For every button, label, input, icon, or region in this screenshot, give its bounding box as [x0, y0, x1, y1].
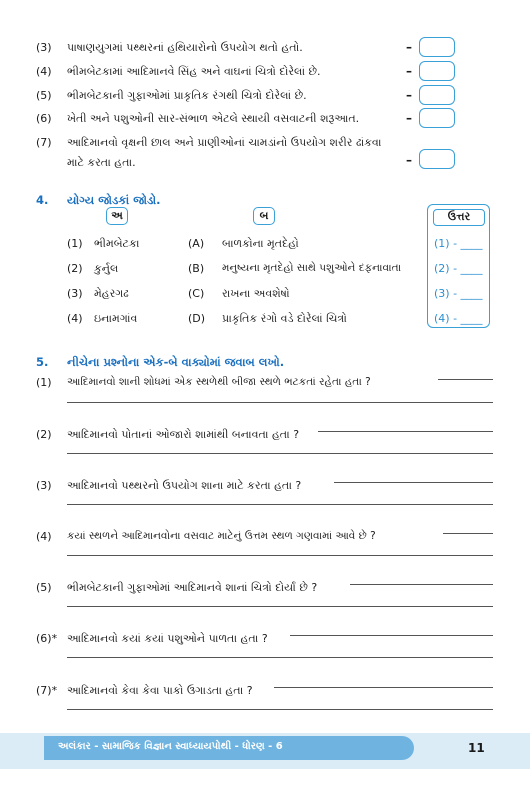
answer-box[interactable] [419, 61, 455, 81]
match-b-number: (A) [188, 237, 205, 250]
match-a-text: મેહરગઢ [94, 287, 129, 300]
answer-line[interactable] [67, 504, 493, 505]
answer-line[interactable] [67, 606, 493, 607]
question-text: આદિમાનવો પોતાનાં ઓજારો શામાંથી બનાવતા હતા ? [67, 428, 300, 441]
match-a-number: (1) [67, 237, 83, 250]
question-text: આદિમાનવો પથ્થરનો ઉપયોગ શાના માટે કરતા હતા ? [67, 479, 302, 492]
match-b-text: રાખના અવશેષો [222, 287, 290, 300]
answer-line[interactable] [438, 379, 493, 380]
match-a-number: (2) [67, 262, 83, 275]
match-b-text: બાળકોના મૃતદેહો [222, 237, 299, 250]
section-number: 4. [36, 193, 49, 207]
dash: – [406, 153, 412, 167]
dash: – [406, 88, 412, 102]
answer-line[interactable] [334, 482, 493, 483]
match-a-text: ભીમબેટકા [94, 237, 140, 250]
footer-book-title: અલંકાર - સામાજિક વિજ્ઞાન સ્વાધ્યાયપોથી - ધોરણ - 6 [58, 741, 283, 752]
column-a-header: અ [106, 207, 128, 225]
section-number: 5. [36, 355, 49, 369]
question-number: (7)* [36, 684, 58, 697]
page-number: 11 [468, 741, 485, 755]
match-a-text: ઇનામગાંવ [94, 312, 138, 325]
answer-line[interactable] [274, 687, 493, 688]
dash: – [406, 40, 412, 54]
statement-text: ભીમબેટકાની ગુફાઓમાં પ્રાકૃતિક રંગથી ચિત્રો દોરેલાં છે. [67, 89, 307, 102]
question-number: (2) [36, 428, 52, 441]
answer-line[interactable] [67, 657, 493, 658]
answer-box[interactable] [419, 37, 455, 57]
answer-line[interactable] [67, 709, 493, 710]
match-b-number: (C) [188, 287, 205, 300]
dash: – [406, 111, 412, 125]
section-title: યોગ્ય જોડકાં જોડો. [67, 193, 161, 207]
question-number: (6)* [36, 632, 58, 645]
match-answer-blank[interactable]: (1) - ____ [434, 237, 483, 250]
answer-line[interactable] [67, 402, 493, 403]
answer-box[interactable] [419, 85, 455, 105]
question-number: (3) [36, 479, 52, 492]
statement-number: (3) [36, 41, 52, 54]
answer-box[interactable] [419, 108, 455, 128]
match-a-number: (4) [67, 312, 83, 325]
question-text: કયાં સ્થળને આદિમાનવોના વસવાટ માટેનું ઉત્તમ સ્થળ ગણવામાં આવે છે ? [67, 530, 376, 542]
question-text: આદિમાનવો કયાં કયાં પશુઓને પાળતા હતા ? [67, 632, 268, 645]
answer-line[interactable] [443, 533, 493, 534]
match-a-number: (3) [67, 287, 83, 300]
statement-number: (4) [36, 65, 52, 78]
question-text: ભીમબેટકાની ગુફાઓમાં આદિમાનવે શાનાં ચિત્રો દોર્યાં છે ? [67, 581, 318, 594]
dash: – [406, 64, 412, 78]
column-b-header: બ [253, 207, 275, 225]
statement-text: આદિમાનવો વૃક્ષની છાલ અને પ્રાણીઓનાં ચામડાંનો ઉપયોગ શરીર ઢાંકવા [67, 136, 382, 149]
answer-line[interactable] [67, 555, 493, 556]
match-a-text: કુર્નુલ [94, 262, 119, 275]
question-number: (5) [36, 581, 52, 594]
match-b-text: મનુષ્યના મૃતદેહો સાથે પશુઓને દફનાવાતા [222, 262, 402, 274]
answer-line[interactable] [350, 584, 493, 585]
match-answer-blank[interactable]: (3) - ____ [434, 287, 483, 300]
match-b-number: (B) [188, 262, 205, 275]
answer-box[interactable] [419, 149, 455, 169]
question-text: આદિમાનવો કેવા કેવા પાકો ઉગાડતા હતા ? [67, 684, 253, 697]
question-text: આદિમાનવો શાની શોધમાં એક સ્થળેથી બીજા સ્થળે ભટકતાં રહેતા હતા ? [67, 376, 371, 388]
statement-number: (7) [36, 136, 52, 149]
answer-column-header: ઉત્તર [433, 209, 485, 226]
section-title: નીચેના પ્રશ્નોના એક-બે વાક્યોમાં જવાબ લખો. [67, 355, 285, 369]
question-number: (4) [36, 530, 52, 543]
statement-number: (6) [36, 112, 52, 125]
statement-text: પાષાણયુગમાં પથ્થરનાં હથિયારોનો ઉપયોગ થતો હતો. [67, 41, 303, 54]
answer-line[interactable] [290, 635, 493, 636]
match-b-text: પ્રાકૃતિક રંગો વડે દોરેલાં ચિત્રો [222, 312, 347, 325]
match-answer-blank[interactable]: (2) - ____ [434, 262, 483, 275]
answer-line[interactable] [67, 453, 493, 454]
statement-text-continued: માટે કરતા હતા. [67, 156, 136, 169]
statement-number: (5) [36, 89, 52, 102]
match-answer-blank[interactable]: (4) - ____ [434, 312, 483, 325]
statement-text: ખેતી અને પશુઓની સાર-સંભાળ એટલે સ્થાયી વસવાટની શરૂઆત. [67, 112, 360, 125]
statement-text: ભીમબેટકામાં આદિમાનવે સિંહ અને વાઘનાં ચિત્રો દોરેલાં છે. [67, 65, 321, 78]
match-b-number: (D) [188, 312, 206, 325]
question-number: (1) [36, 376, 52, 389]
answer-line[interactable] [318, 431, 493, 432]
